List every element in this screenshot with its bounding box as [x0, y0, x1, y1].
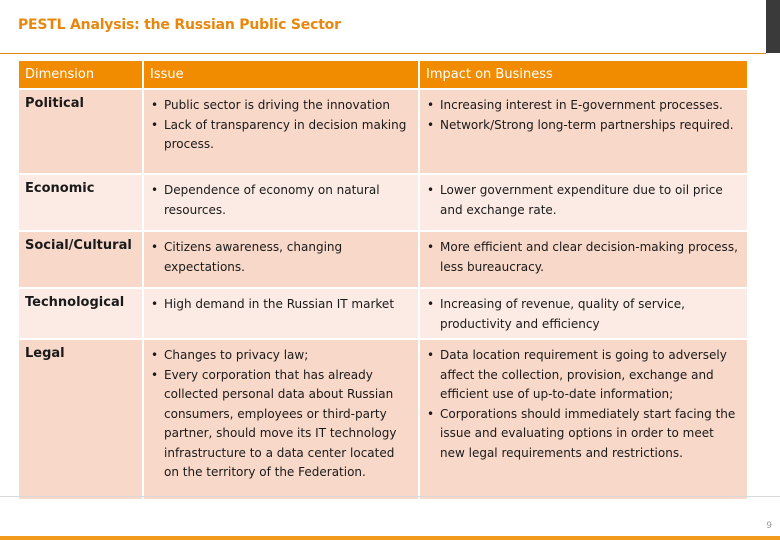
impact-item: • More efficient and clear decision-making process, less bureaucracy. — [426, 238, 741, 277]
impact-cell — [419, 231, 748, 288]
header-impact: Impact on Business — [419, 61, 748, 89]
issue-item: • Lack of transparency in decision making process. — [150, 116, 412, 155]
table-header-row — [19, 61, 748, 89]
impact-item: • Data location requirement is going to adversely affect the collection, provision, exchange and efficient use of up-to-date information; — [426, 346, 741, 405]
impact-cell — [419, 89, 748, 174]
impact-item: • Corporations should immediately start facing the issue and evaluating options in order to meet new legal requirements and restrictions. — [426, 405, 741, 464]
title-divider — [0, 53, 766, 54]
impact-item: • Increasing interest in E-government processes. — [426, 96, 741, 116]
bottom-accent-band — [0, 536, 780, 540]
issue-item: • Citizens awareness, changing expectations. — [150, 238, 412, 277]
header-issue: Issue — [143, 61, 419, 89]
issue-item: • High demand in the Russian IT market — [150, 295, 412, 315]
table-row-technological — [19, 288, 748, 339]
page-number: 9 — [766, 521, 772, 531]
table-row-legal — [19, 339, 748, 499]
issue-item: • Changes to privacy law; — [150, 346, 412, 366]
issue-cell — [143, 174, 419, 231]
issue-cell — [143, 231, 419, 288]
dimension-cell: Social/Cultural — [19, 231, 143, 288]
impact-cell — [419, 339, 748, 499]
impact-cell — [419, 174, 748, 231]
pestl-table — [19, 61, 749, 499]
dimension-cell: Technological — [19, 288, 143, 339]
dimension-cell: Economic — [19, 174, 143, 231]
issue-cell — [143, 339, 419, 499]
table-row-social-cultural — [19, 231, 748, 288]
issue-cell — [143, 288, 419, 339]
issue-item: • Every corporation that has already collected personal data about Russian consumers, employees or third-party partner, should move its IT technology infrastructure to a data center located on the territory of the Federation. — [150, 366, 412, 483]
impact-item: • Increasing of revenue, quality of service, productivity and efficiency — [426, 295, 741, 334]
impact-item: • Network/Strong long-term partnerships required. — [426, 116, 741, 136]
table-row-economic — [19, 174, 748, 231]
issue-item: • Dependence of economy on natural resources. — [150, 181, 412, 220]
dimension-cell: Political — [19, 89, 143, 174]
footer-divider — [0, 496, 780, 497]
impact-item: • Lower government expenditure due to oil price and exchange rate. — [426, 181, 741, 220]
table-row-political — [19, 89, 748, 174]
header-dimension: Dimension — [19, 61, 143, 89]
issue-cell — [143, 89, 419, 174]
dimension-cell: Legal — [19, 339, 143, 499]
side-accent-bar — [766, 0, 780, 53]
issue-item: • Public sector is driving the innovation — [150, 96, 412, 116]
impact-cell — [419, 288, 748, 339]
slide-title: PESTL Analysis: the Russian Public Sector — [18, 17, 341, 33]
